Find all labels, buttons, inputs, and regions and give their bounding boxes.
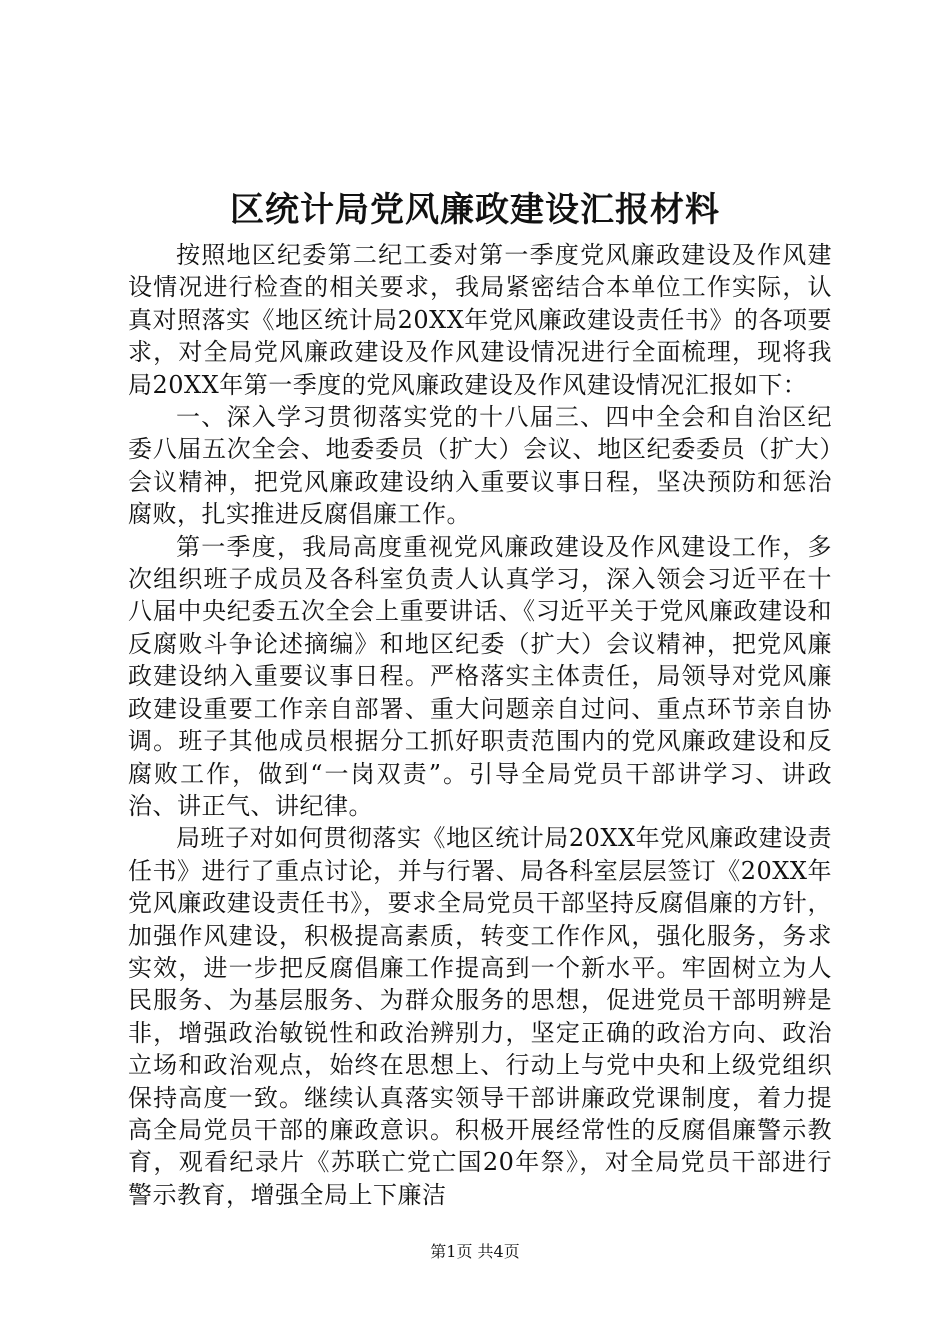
paragraph-first-quarter: 第一季度，我局高度重视党风廉政建设及作风建设工作，多次组织班子成员及各科室负责人认真学习，深入领会习近平在十八届中央纪委五次全会上重要讲话、《习近平关于党风廉政建设和反腐败斗争论述摘编》和地区纪委（扩大）会议精神，把党风廉政建设纳入重要议事日程。严格落实主体责任，局领导对党风廉政建设重要工作亲自部署、重大问题亲自过问、重点环节亲自协调。班子其他成员根据分工抓好职责范围内的党风廉政建设和反腐败工作，做到“一岗双责”。引导全局党员干部讲学习、讲政治、讲正气、讲纪律。 (128, 532, 832, 820)
paragraph-intro: 按照地区纪委第二纪工委对第一季度党风廉政建设及作风建设情况进行检查的相关要求，我局紧密结合本单位工作实际，认真对照落实《地区统计局20XX年党风廉政建设责任书》的各项要求，对全局党风廉政建设及作风建设情况进行全面梳理，现将我局20XX年第一季度的党风廉政建设及作风建设情况汇报如下： (128, 241, 832, 399)
paragraph-section-one: 一、深入学习贯彻落实党的十八届三、四中全会和自治区纪委八届五次全会、地委委员（扩大）会议、地区纪委委员（扩大）会议精神，把党风廉政建设纳入重要议事日程，坚决预防和惩治腐败，扎实推进反腐倡廉工作。 (128, 403, 832, 529)
paragraph-responsibility: 局班子对如何贯彻落实《地区统计局20XX年党风廉政建设责任书》进行了重点讨论，并与行署、局各科室层层签订《20XX年党风廉政建设责任书》，要求全局党员干部坚持反腐倡廉的方针，加强作风建设，积极提高素质，转变工作作风，强化服务，务求实效，进一步把反腐倡廉工作提高到一个新水平。牢固树立为人民服务、为基层服务、为群众服务的思想，促进党员干部明辨是非，增强政治敏锐性和政治辨别力，坚定正确的政治方向、政治立场和政治观点，始终在思想上、行动上与党中央和上级党组织保持高度一致。继续认真落实领导干部讲廉政党课制度，着力提高全局党员干部的廉政意识。积极开展经常性的反腐倡廉警示教育，观看纪录片《苏联亡党亡国20年祭》，对全局党员干部进行警示教育，增强全局上下廉洁 (128, 824, 832, 1209)
document-body (128, 239, 832, 1211)
page-number: 第1页 共4页 (430, 1242, 520, 1261)
document-title: 区统计局党风廉政建设汇报材料 (230, 190, 720, 230)
